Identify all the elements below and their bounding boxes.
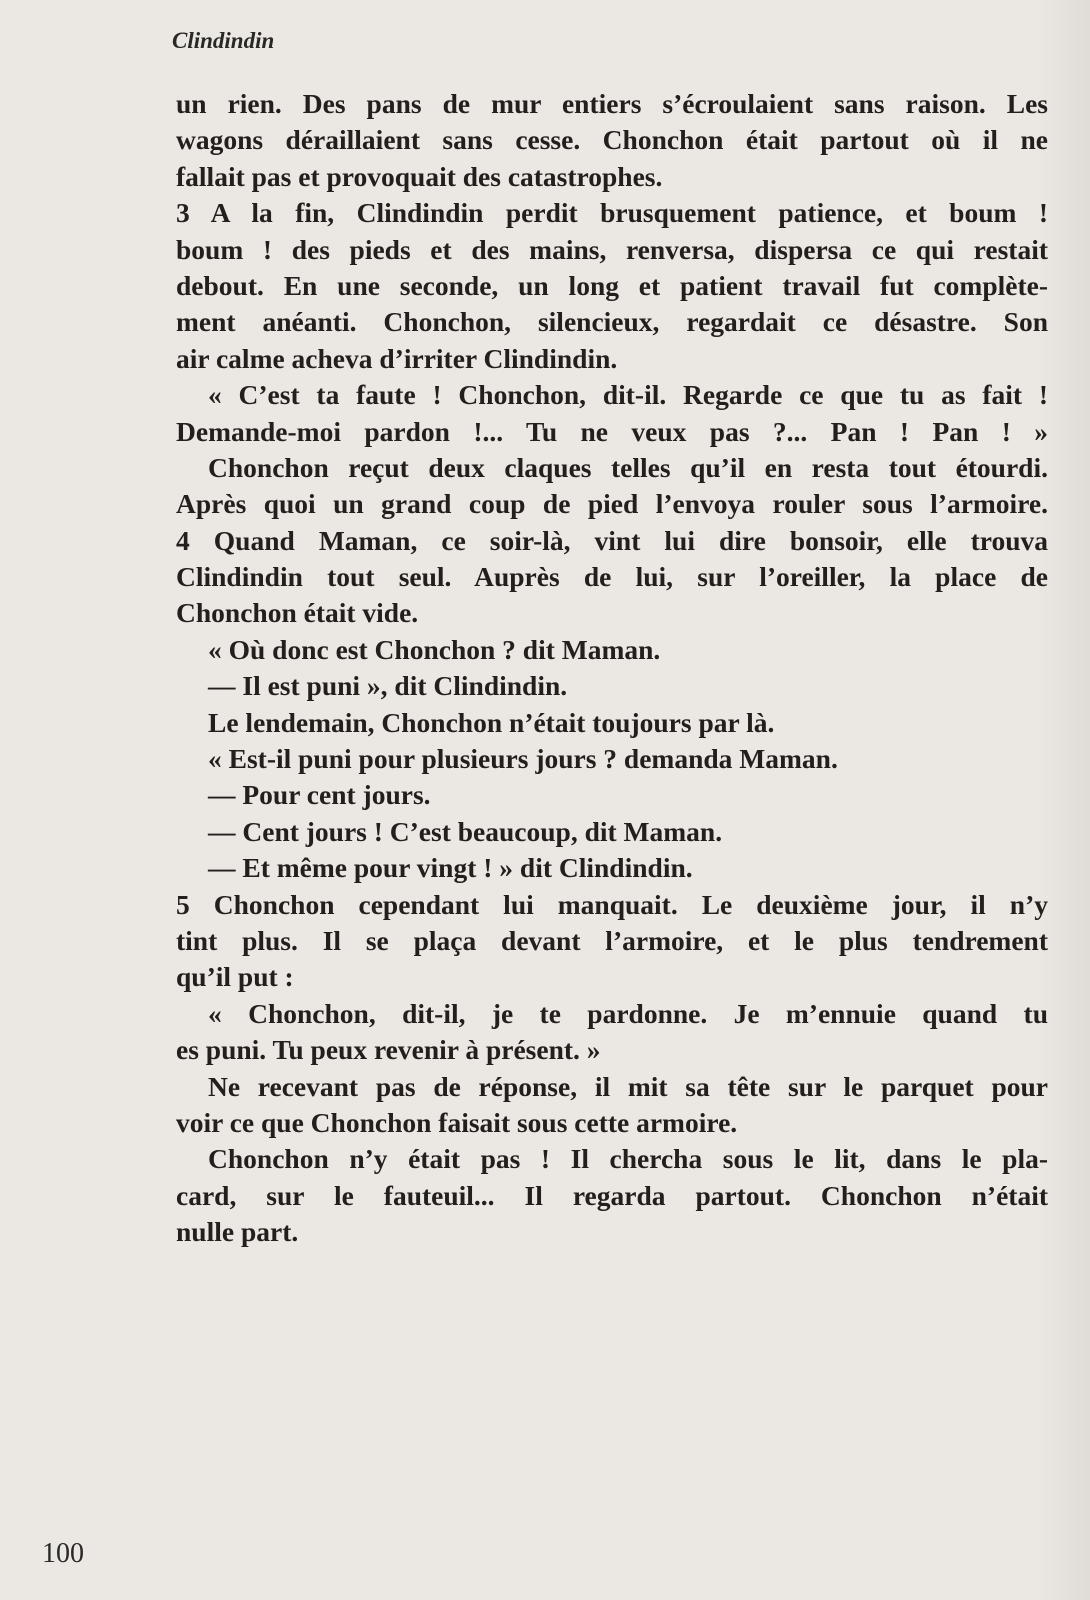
text-line: fallait pas et provoquait des catastrophes.: [176, 160, 663, 192]
text-line: tint plus. Il se plaça devant l’armoire, et le plus tendrement: [176, 924, 1048, 956]
text-line: air calme acheva d’irriter Clindindin.: [176, 342, 618, 374]
text-line: Le lendemain, Chonchon n’était toujours par là.: [208, 706, 775, 738]
text-line: — Et même pour vingt ! » dit Clindindin.: [208, 852, 693, 884]
text-line: 4 Quand Maman, ce soir-là, vint lui dire bonsoir, elle trouva: [176, 524, 1048, 556]
bleed-through-shadow: [180, 1262, 1040, 1550]
text-line: Chonchon n’y était pas ! Il chercha sous le lit, dans le pla-: [208, 1143, 1048, 1175]
text-line: qu’il put :: [176, 961, 294, 993]
text-line: debout. En une seconde, un long et patient travail fut complète-: [176, 269, 1048, 301]
body-text: [176, 86, 1048, 1251]
text-line: Après quoi un grand coup de pied l’envoya rouler sous l’armoire.: [176, 488, 1048, 520]
text-line: voir ce que Chonchon faisait sous cette armoire.: [176, 1106, 738, 1138]
page-number: 100: [42, 1538, 84, 1569]
text-line: — Cent jours ! C’est beaucoup, dit Maman.: [208, 815, 723, 847]
text-line: Clindindin tout seul. Auprès de lui, sur l’oreiller, la place de: [176, 561, 1048, 593]
text-line: nulle part.: [176, 1216, 299, 1248]
text-line: Chonchon reçut deux claques telles qu’il en resta tout étourdi.: [208, 451, 1048, 483]
text-line: Chonchon était vide.: [176, 597, 419, 629]
text-line: — Pour cent jours.: [208, 779, 431, 811]
text-line: wagons déraillaient sans cesse. Chonchon était partout où il ne: [176, 124, 1048, 156]
text-line: « Est-il puni pour plusieurs jours ? demanda Maman.: [208, 743, 838, 775]
text-line: ment anéanti. Chonchon, silencieux, regardait ce désastre. Son: [176, 306, 1048, 338]
running-head: Clindindin: [172, 28, 275, 53]
text-line: Ne recevant pas de réponse, il mit sa tête sur le parquet pour: [208, 1070, 1048, 1102]
text-line: « Où donc est Chonchon ? dit Maman.: [208, 633, 661, 665]
text-line: boum ! des pieds et des mains, renversa, dispersa ce qui restait: [176, 233, 1048, 265]
text-line: — Il est puni », dit Clindindin.: [208, 670, 568, 702]
text-line: « C’est ta faute ! Chonchon, dit-il. Regarde ce que tu as fait !: [208, 379, 1048, 411]
text-line: un rien. Des pans de mur entiers s’écroulaient sans raison. Les: [176, 88, 1048, 119]
text-line: card, sur le fauteuil... Il regarda partout. Chonchon n’était: [176, 1179, 1048, 1211]
text-line: « Chonchon, dit-il, je te pardonne. Je m’ennuie quand tu: [208, 997, 1048, 1029]
text-line: 3 A la fin, Clindindin perdit brusquement patience, et boum !: [176, 197, 1048, 229]
text-line: Demande-moi pardon !... Tu ne veux pas ?... Pan ! Pan ! »: [176, 415, 1048, 447]
text-line: es puni. Tu peux revenir à présent. »: [176, 1034, 601, 1066]
text-line: 5 Chonchon cependant lui manquait. Le deuxième jour, il n’y: [176, 888, 1048, 920]
